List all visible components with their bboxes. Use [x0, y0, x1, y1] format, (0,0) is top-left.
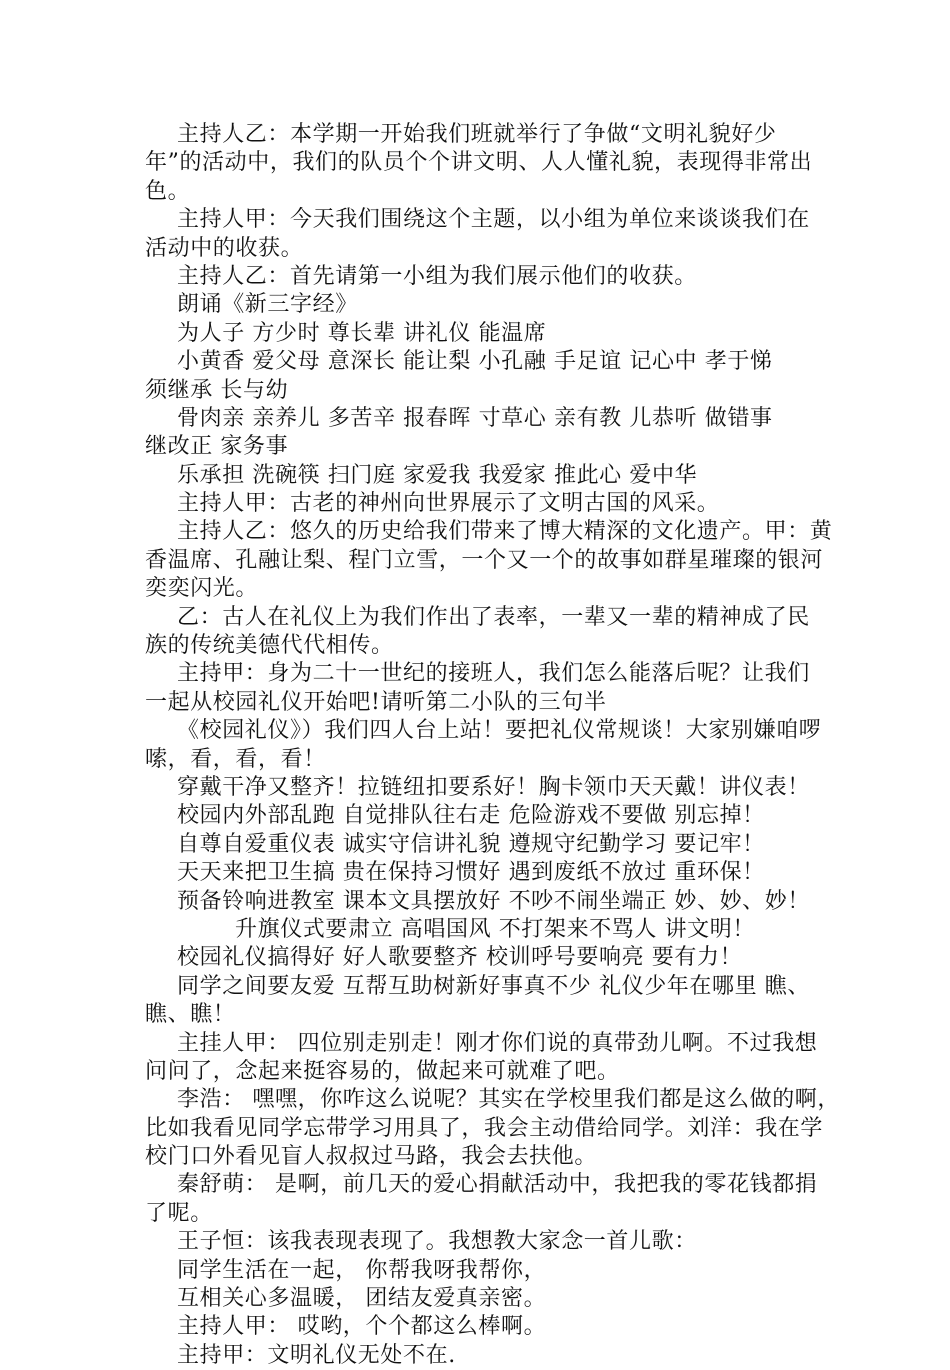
- text-line: 主持人甲：今天我们围绕这个主题，以小组为单位来谈谈我们在: [177, 207, 810, 233]
- text-line: 校园内外部乱跑 自觉排队往右走 危险游戏不要做 别忘掉！: [177, 803, 765, 829]
- text-line: 主挂人甲： 四位别走别走！刚才你们说的真带劲儿啊。不过我想: [177, 1030, 818, 1056]
- text-line: 乐承担 洗碗筷 扫门庭 家爱我 我爱家 推此心 爱中华: [177, 462, 698, 488]
- text-line: 一起从校园礼仪开始吧!请听第二小队的三句半: [145, 689, 607, 715]
- text-line: 骨肉亲 亲养儿 多苦辛 报春晖 寸草心 亲有教 儿恭听 做错事: [177, 405, 773, 431]
- text-line: 朗诵《新三字经》: [177, 292, 358, 318]
- text-line: 问问了，念起来挺容易的，做起来可就难了吧。: [145, 1058, 620, 1084]
- text-line: 预备铃响进教室 课本文具摆放好 不吵不闹坐端正 妙、妙、妙！: [177, 888, 810, 914]
- text-line: 《校园礼仪》）我们四人台上站！要把礼仪常规谈！大家别嫌咱啰: [177, 718, 822, 744]
- text-line: 比如我看见同学忘带学习用具了，我会主动借给同学。刘洋：我在学: [145, 1115, 824, 1141]
- text-line: 自尊自爱重仪表 诚实守信讲礼貌 遵规守纪勤学习 要记牢！: [177, 831, 765, 857]
- text-line: 互相关心多温暖， 团结友爱真亲密。: [177, 1286, 547, 1312]
- text-line: 天天来把卫生搞 贵在保持习惯好 遇到废纸不放过 重环保！: [177, 860, 765, 886]
- text-line: 主持人甲： 哎哟，个个都这么棒啊。: [177, 1314, 547, 1340]
- text-line: 李浩： 嘿嘿，你咋这么说呢？其实在学校里我们都是这么做的啊，: [177, 1087, 840, 1113]
- text-line: 继改正 家务事: [145, 434, 289, 460]
- text-line: 活动中的收获。: [145, 235, 304, 261]
- text-line: 王子恒：该我表现表现了。我想教大家念一首儿歌：: [177, 1229, 697, 1255]
- document-body: [145, 121, 840, 1370]
- text-line: 乙：古人在礼仪上为我们作出了表率，一辈又一辈的精神成了民: [177, 604, 810, 630]
- text-line: 穿戴干净又整齐！拉链纽扣要系好！胸卡领巾天天戴！讲仪表！: [177, 774, 810, 800]
- text-line: 秦舒萌： 是啊，前几天的爱心捐献活动中，我把我的零花钱都捐: [177, 1172, 818, 1198]
- text-line: 了呢。: [145, 1200, 213, 1226]
- text-line: 嗦，看，看，看！: [145, 746, 326, 772]
- text-line: 同学之间要友爱 互帮互助树新好事真不少 礼仪少年在哪里 瞧、: [177, 973, 810, 999]
- text-line: 主持人乙：悠久的历史给我们带来了博大精深的文化遗产。甲：黄: [177, 519, 833, 545]
- text-line: 色。: [145, 178, 191, 204]
- text-line: 瞧、瞧！: [145, 1002, 236, 1028]
- text-line: 主持人乙：首先请第一小组为我们展示他们的收获。: [177, 263, 697, 289]
- text-line: 奕奕闪光。: [145, 576, 259, 602]
- text-line: 主持甲：文明礼仪无处不在.: [177, 1342, 456, 1368]
- text-line: 校园礼仪搞得好 好人歌要整齐 校训呼号要响亮 要有力！: [177, 945, 743, 971]
- text-line: 主持甲：身为二十一世纪的接班人，我们怎么能落后呢？让我们: [177, 661, 810, 687]
- text-line: 香温席、孔融让梨、程门立雪，一个又一个的故事如群星璀璨的银河: [145, 547, 824, 573]
- text-line: 族的传统美德代代相传。: [145, 633, 394, 659]
- text-line: 升旗仪式要肃立 高唱国风 不打架来不骂人 讲文明！: [235, 916, 755, 942]
- text-line: 校门口外看见盲人叔叔过马路，我会去扶他。: [145, 1144, 598, 1170]
- text-line: 同学生活在一起， 你帮我呀我帮你，: [177, 1257, 547, 1283]
- text-line: 为人子 方少时 尊长辈 讲礼仪 能温席: [177, 320, 547, 346]
- text-line: 年”的活动中，我们的队员个个讲文明、人人懂礼貌，表现得非常出: [145, 150, 813, 176]
- text-line: 小黄香 爱父母 意深长 能让梨 小孔融 手足谊 记心中 孝于悌: [177, 349, 773, 375]
- text-line: 主持人甲：古老的神州向世界展示了文明古国的风采。: [177, 491, 720, 517]
- text-line: 主持人乙：本学期一开始我们班就举行了争做“文明礼貌好少: [177, 122, 777, 147]
- text-line: 须继承 长与幼: [145, 377, 289, 403]
